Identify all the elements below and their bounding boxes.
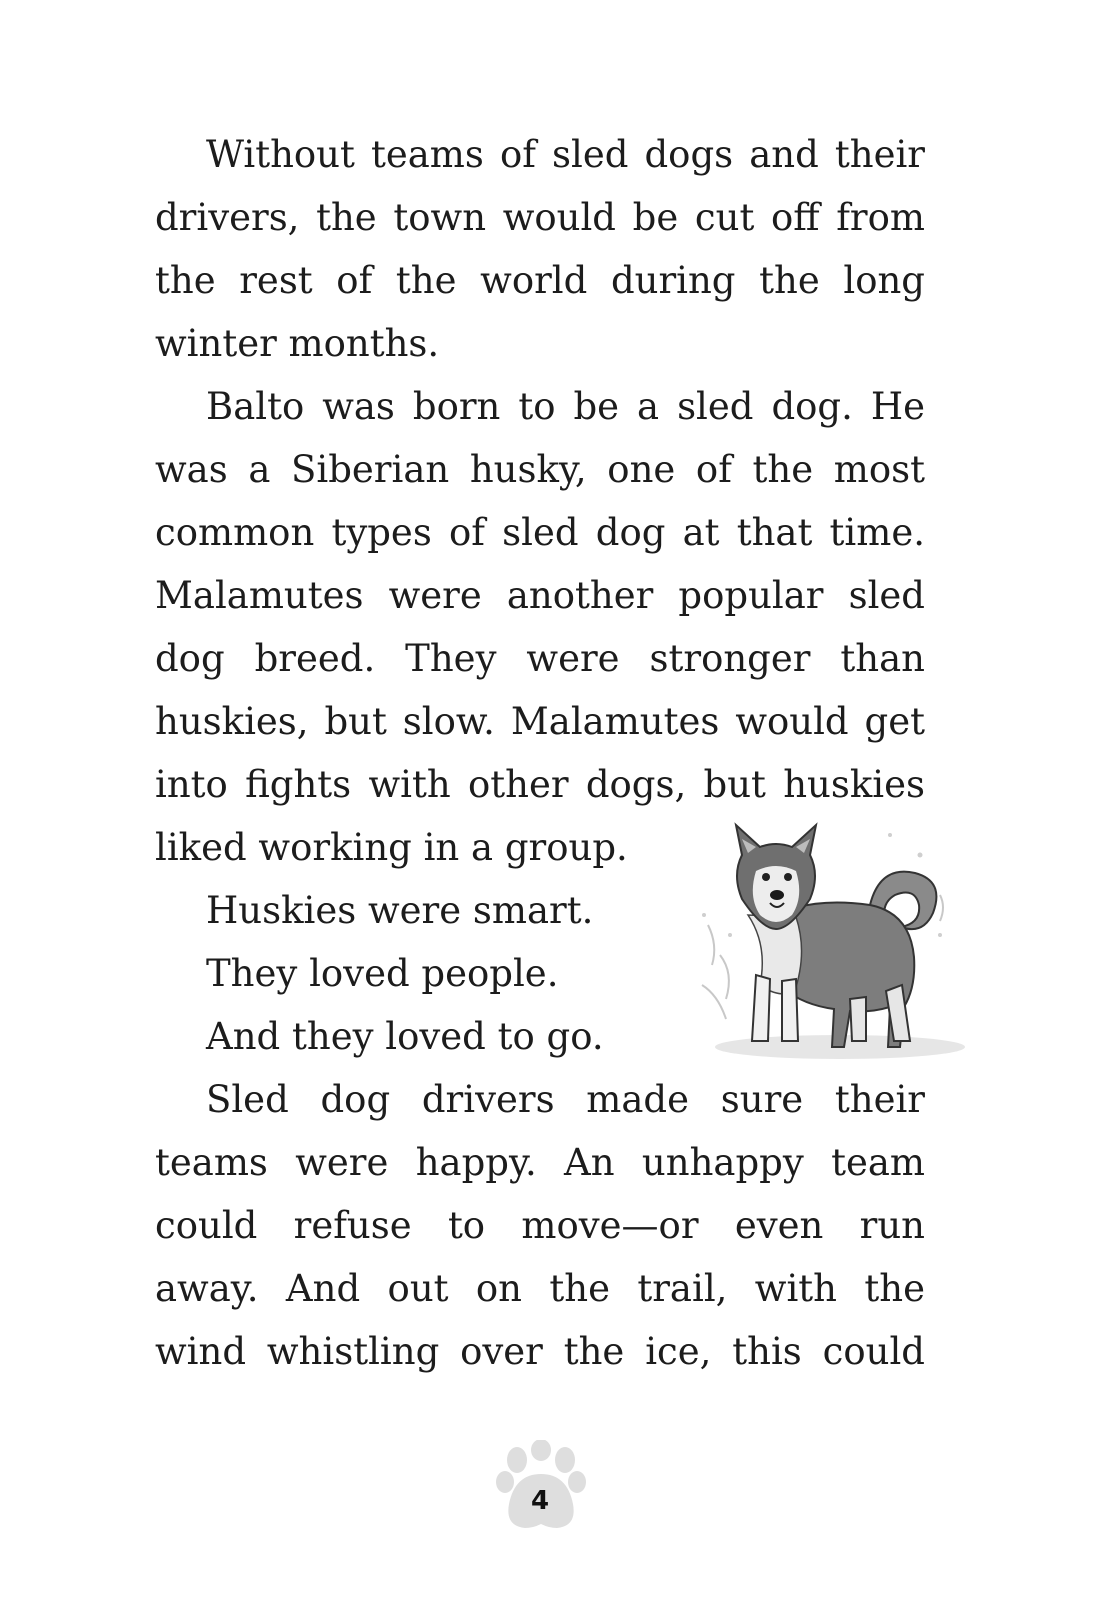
text-line: liked working in a group.: [155, 826, 628, 869]
text-line: Malamutes were another popular sled: [155, 574, 925, 617]
text-line: winter months.: [155, 322, 440, 365]
text-line: huskies, but slow. Malamutes would get: [155, 700, 925, 743]
text-line: Sled dog drivers made sure their: [206, 1078, 925, 1121]
text-line: common types of sled dog at that time.: [155, 511, 925, 554]
text-line: drivers, the town would be cut off from: [155, 196, 925, 239]
text-line: Balto was born to be a sled dog. He: [206, 385, 925, 428]
paw-print-icon: [495, 1440, 587, 1530]
page-number: 4: [530, 1486, 550, 1516]
text-line: And they loved to go.: [206, 1015, 604, 1058]
text-line: away. And out on the trail, with the: [155, 1267, 925, 1310]
text-line: They loved people.: [206, 952, 559, 995]
text-line: was a Siberian husky, one of the most: [155, 448, 925, 491]
text-line: into fights with other dogs, but huskies: [155, 763, 925, 806]
dog-illustration: [690, 815, 965, 1065]
text-line: the rest of the world during the long: [155, 259, 925, 302]
text-line: dog breed. They were stronger than: [155, 637, 925, 680]
text-line: Huskies were smart.: [206, 889, 594, 932]
text-line: Without teams of sled dogs and their: [206, 133, 925, 176]
text-line: teams were happy. An unhappy team: [155, 1141, 925, 1184]
text-line: could refuse to move—or even run: [155, 1204, 925, 1247]
text-line: wind whistling over the ice, this could: [155, 1330, 925, 1373]
